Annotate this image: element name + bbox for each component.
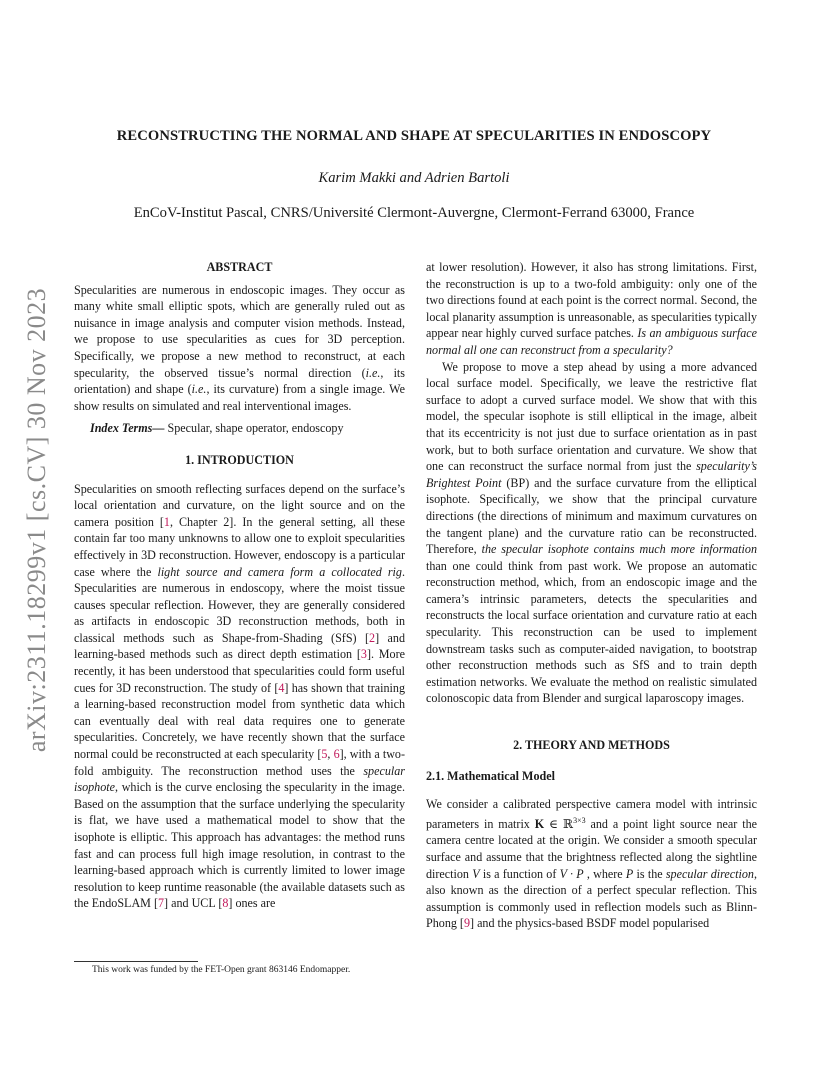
citation-link[interactable]: 7 [157,896,165,911]
citation-link[interactable]: 5 [321,747,328,762]
right-paragraph-1: at lower resolution). However, it also has strong limitations. First, the reconstruction is up to a two-fold ambiguity: only one of the two directions found at each point is the correct normal. Second, the local planarity assumption is unreasonable, as specularities typically appear near highly curved surface patches. Is an ambiguous surface normal all one can reconstruct from a specularity? [426,260,757,357]
paper-authors: Karim Makki and Adrien Bartoli [318,170,510,186]
paper-affiliation: EnCoV-Institut Pascal, CNRS/Université Clermont-Auvergne, Clermont-Ferrand 63000, France [133,205,695,221]
intro-paragraph: Specularities on smooth reflecting surfaces depend on the surface’s local orientation and curvature, on the light source and on the camera position [1, Chapter 2]. In the general setting, all these contain far too many unknowns to allow one to exploit specularities effectively in 3D reconstruction. However, endoscopy is a particular case where the light source and camera form a collocated rig. Specularities are numerous in endoscopy, where the moist tissue causes specular reflection. However, they are generally considered as artifacts in endoscopic 3D reconstruction methods, both in classical methods such as Shape-from-Shading (SfS) [2] and learning-based methods such as direct depth estimation [3]. More recently, it has been understood that specularities could form useful cues for 3D reconstruction. The study of [4] has shown that training a learning-based reconstruction model from synthetic data which can eventually deal with real data requires one to generate specularities. Concretely, we have recently shown that the surface normal could be reconstructed at each specularity [5, 6], with a two-fold ambiguity. The reconstruction method uses the specular isophote, which is the curve enclosing the specularity in the image. Based on the assumption that the surface underlying the specularity is flat, we have used a mathematical model to show that the isophote is elliptic. This approach has advantages: the method runs fast and can process full high image resolution, in contrast to the learning-based approach which is currently limited to lower image resolution to keep runtime reasonable (the available datasets such as the EndoSLAM [7] and UCL [8] ones are [74,481,406,911]
theory-paragraph: We consider a calibrated perspective camera model with intrinsic parameters in matrix K ∈ ℝ$^{3\times 3}$ and a point light source near the camera centre located at the origin. We consider a smooth specular surface and assume that the brightness reflected along the sightline direction V is a function of V · P , where P is the specular direction, also known as the direction of a perfect specular reflection. This assumption is commonly used in reflection models such as Blinn-Phong [9] and the physics-based BSDF model popularised [426,797,758,931]
left-column [74,259,405,912]
right-column [426,259,757,932]
abstract-heading: ABSTRACT [206,260,273,274]
citation-link[interactable]: 1 [163,514,170,529]
paper-title: RECONSTRUCTING THE NORMAL AND SHAPE AT SPECULARITIES IN ENDOSCOPY [116,128,712,144]
subsection-heading: 2.1. Mathematical Model [426,768,555,783]
citation-link[interactable]: 9 [463,916,471,931]
right-paragraph-2: We propose to move a step ahead by using a more advanced local surface model. Specifically, we leave the restrictive flat surface to adopt a curved surface model. We show that with this model, the specular isophote is still elliptical in the image, albeit that its eccentricity is not just due to surface orientation as in past work, but to both surface orientation and curvature. We show that one can reconstruct the surface normal from just the specularity’s Brightest Point (BP) and the surface curvature from the elliptical isophote. Specifically, we show that the principal curvature directions (the directions of minimum and maximum curvatures on the tangent plane) and the curvature ratio can be reconstructed. Therefore, the specular isophote contains much more information than one could think from past work. We propose an automatic reconstruction method, which, from an endoscopic image and the camera’s intrinsic parameters, detects the specularities and reconstructs the local surface orientation and curvature ratio at each specularity. This reconstruction can be used to implement downstream tasks such as computer-aided navigation, to bootstrap other reconstruction methods such as SfS and to train depth estimation networks. We evaluate the method on realistic simulated colonoscopic data from Blender and surgical laparoscopy images. [426,359,758,706]
citation-link[interactable]: 3 [360,647,367,662]
citation-link[interactable]: 6 [333,747,340,762]
footnote-rule [74,961,198,962]
footnote: This work was funded by the FET-Open grant 863146 Endomapper. [92,965,351,975]
citation-link[interactable]: 2 [369,630,376,645]
abstract-text: Specularities are numerous in endoscopic images. They occur as many white small elliptic spots, which are generally ruled out as nuisance in image analysis and computer vision methods. Instead, we propose to use specularities as cues for 3D perception. Specifically, we propose a new method to reconstruct, at each specularity, the observed tissue’s normal direction (i.e., its orientation) and shape (i.e., its curvature) from a single image. We show results on simulated and real interventional images. [74,282,405,413]
index-terms: Index Terms— Specular, shape operator, endoscopy [90,421,344,436]
arxiv-stamp [14,280,60,760]
intro-heading: 1. INTRODUCTION [185,452,294,467]
citation-link[interactable]: 8 [222,896,229,911]
arxiv-id: arXiv:2311.18299v1 [cs.CV] 30 Nov 2023 [22,287,52,753]
theory-heading: 2. THEORY AND METHODS [513,738,670,753]
citation-link[interactable]: 4 [278,680,285,695]
